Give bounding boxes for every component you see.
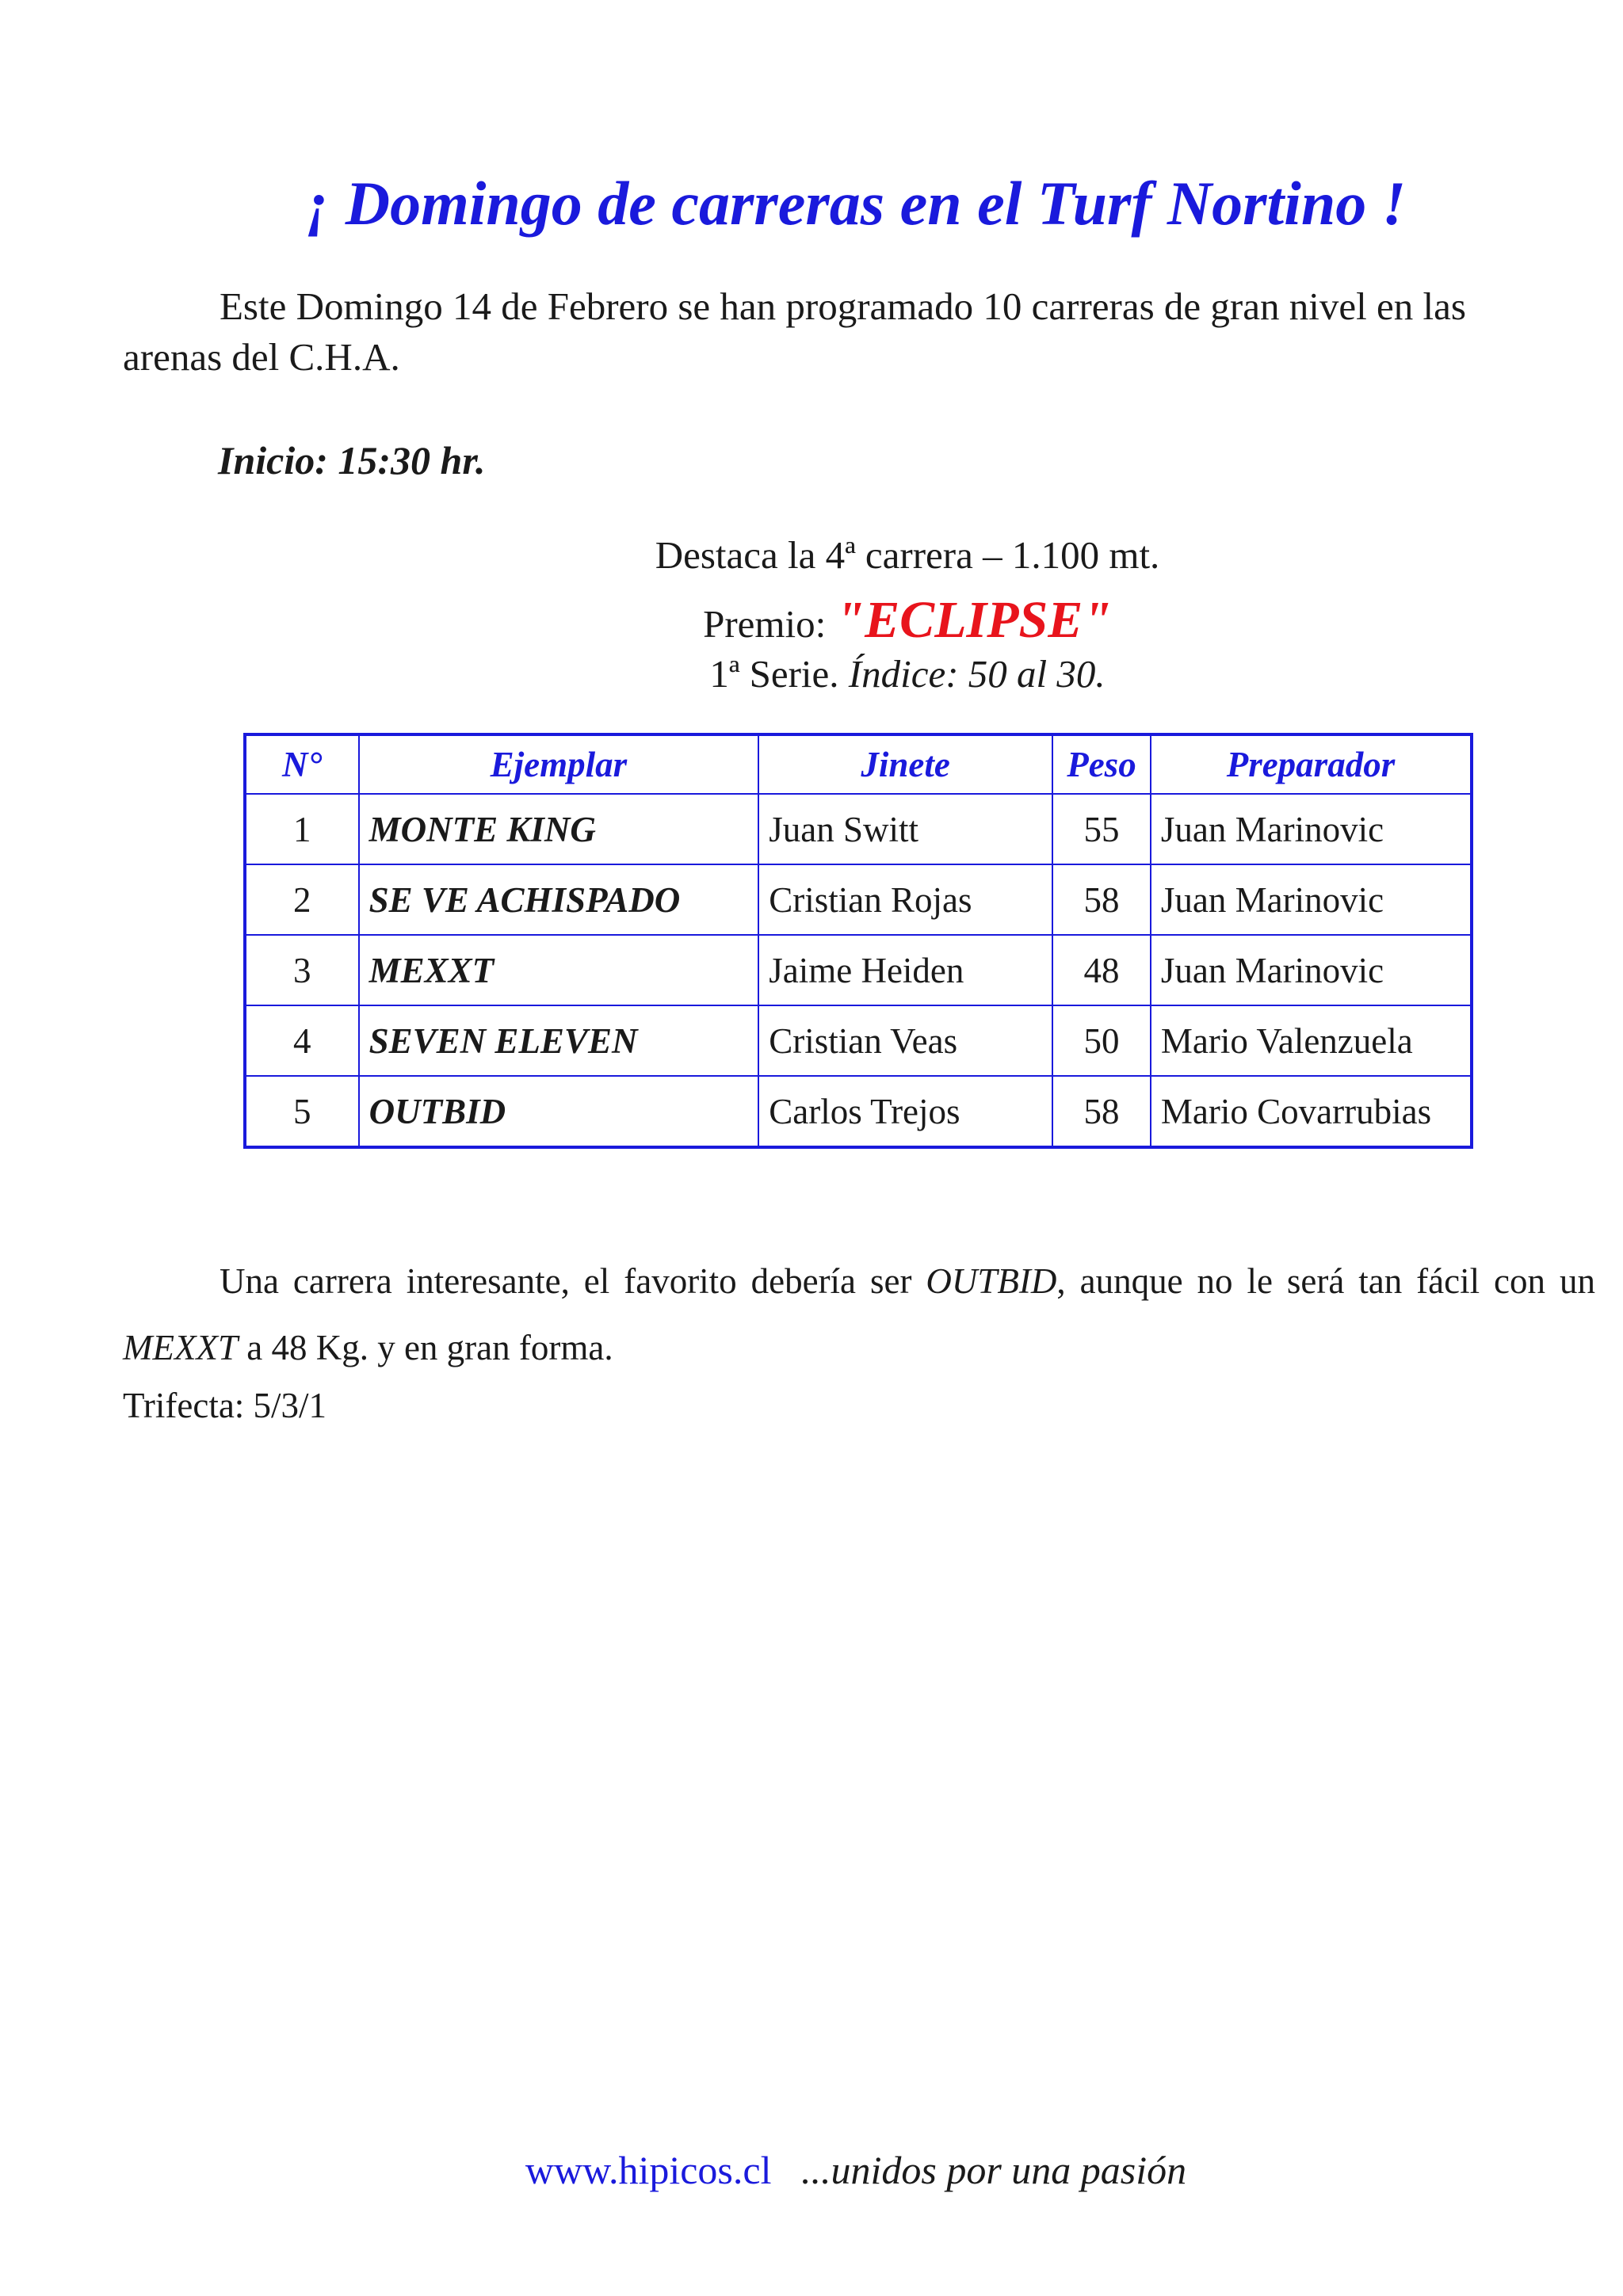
- row-weight: 48: [1052, 935, 1151, 1005]
- page-title: ¡ Domingo de carreras en el Turf Nortino !: [305, 169, 1407, 238]
- row-trainer: Juan Marinovic: [1151, 864, 1472, 935]
- header-horse: Ejemplar: [359, 734, 759, 794]
- row-number: 1: [245, 794, 359, 864]
- row-jockey: Juan Switt: [758, 794, 1052, 864]
- race-highlight: Destaca la 4ª carrera – 1.100 mt.: [655, 533, 1160, 577]
- race-table: [243, 733, 1473, 1149]
- row-horse: SE VE ACHISPADO: [359, 864, 759, 935]
- row-horse: MEXXT: [359, 935, 759, 1005]
- row-number: 2: [245, 864, 359, 935]
- comment-rival: MEXXT: [123, 1328, 238, 1367]
- prize-label: Premio:: [703, 602, 836, 646]
- header-jockey: Jinete: [758, 734, 1052, 794]
- row-number: 4: [245, 1005, 359, 1076]
- row-trainer: Juan Marinovic: [1151, 935, 1472, 1005]
- row-jockey: Cristian Veas: [758, 1005, 1052, 1076]
- start-time: Inicio: 15:30 hr.: [218, 438, 486, 482]
- series-index: Índice: 50 al 30.: [848, 652, 1106, 696]
- prize-line: [515, 590, 1300, 650]
- row-trainer: Mario Valenzuela: [1151, 1005, 1472, 1076]
- table-row: [245, 864, 1472, 935]
- row-trainer: Mario Covarrubias: [1151, 1076, 1472, 1147]
- comment-favorite: OUTBID: [926, 1261, 1057, 1301]
- table-row: [245, 1005, 1472, 1076]
- header-number: N°: [245, 734, 359, 794]
- prize-name: "ECLIPSE": [835, 591, 1112, 649]
- row-number: 5: [245, 1076, 359, 1147]
- series-line: [515, 651, 1300, 696]
- header-weight: Peso: [1052, 734, 1151, 794]
- comment-part2: , aunque no le será tan fácil con un: [1056, 1261, 1595, 1301]
- row-horse: SEVEN ELEVEN: [359, 1005, 759, 1076]
- intro-text: Este Domingo 14 de Febrero se han programado 10 carreras de gran nivel en las arenas del C.H.A.: [123, 284, 1466, 379]
- row-weight: 58: [1052, 864, 1151, 935]
- row-jockey: Carlos Trejos: [758, 1076, 1052, 1147]
- row-weight: 50: [1052, 1005, 1151, 1076]
- race-comment: [123, 1248, 1595, 1381]
- comment-part3: a 48 Kg. y en gran forma.: [237, 1328, 613, 1367]
- trifecta: Trifecta: 5/3/1: [123, 1386, 327, 1425]
- row-horse: OUTBID: [359, 1076, 759, 1147]
- row-jockey: Jaime Heiden: [758, 935, 1052, 1005]
- row-weight: 55: [1052, 794, 1151, 864]
- row-horse: MONTE KING: [359, 794, 759, 864]
- row-jockey: Cristian Rojas: [758, 864, 1052, 935]
- table-row: [245, 1076, 1472, 1147]
- footer-site-link[interactable]: www.hipicos.cl: [525, 2148, 772, 2192]
- row-number: 3: [245, 935, 359, 1005]
- table-row: [245, 935, 1472, 1005]
- series-label: 1ª Serie.: [709, 652, 849, 696]
- row-trainer: Juan Marinovic: [1151, 794, 1472, 864]
- intro-paragraph: [123, 281, 1565, 383]
- row-weight: 58: [1052, 1076, 1151, 1147]
- footer: [0, 2147, 1623, 2193]
- table-row: [245, 794, 1472, 864]
- comment-part1: Una carrera interesante, el favorito debería ser: [220, 1261, 926, 1301]
- footer-tagline: ...unidos por una pasión: [800, 2148, 1187, 2192]
- table-header-row: [245, 734, 1472, 794]
- header-trainer: Preparador: [1151, 734, 1472, 794]
